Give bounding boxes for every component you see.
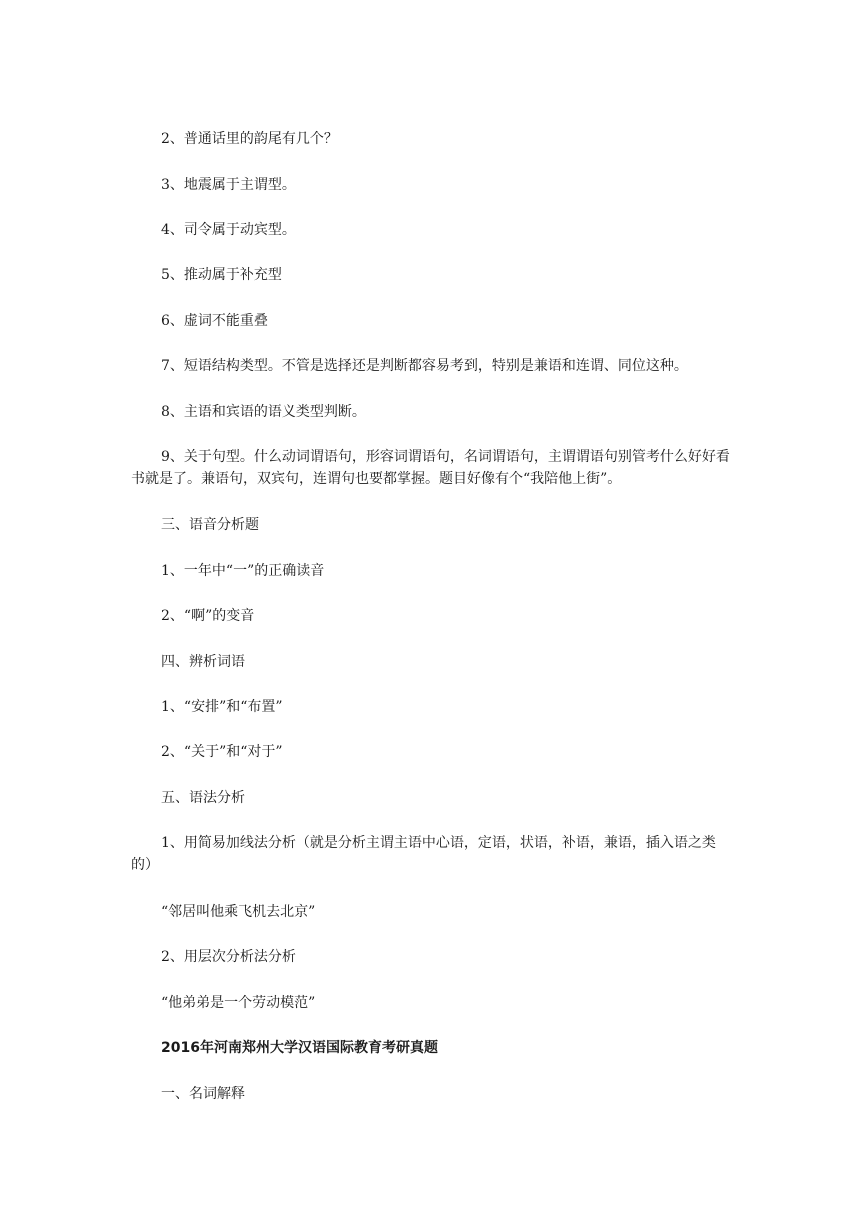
paragraph-3: 4、司令属于动宾型。 (161, 222, 296, 238)
paragraph-4: 5、推动属于补充型 (161, 267, 282, 283)
paragraph-13: 1、用简易加线法分析（就是分析主谓主语中心语，定语，状语，补语，兼语，插入语之类的） (131, 835, 716, 873)
exam-title-heading: 2016年河南郑州大学汉语国际教育考研真题 (161, 1040, 438, 1056)
paragraph-16: “他弟弟是一个劳动模范” (161, 995, 316, 1011)
paragraph-8: 9、关于句型。什么动词谓语句，形容词谓语句，名词谓语句，主谓谓语句别管考什么好好看书就是了。兼语句，双宾句，连谓句也要都掌握。题目好像有个“我陪他上街”。 (131, 449, 730, 487)
section-heading-5: 五、语法分析 (161, 790, 245, 806)
paragraph-5: 6、虚词不能重叠 (161, 313, 268, 329)
paragraph-10: 2、“啊”的变音 (161, 608, 255, 624)
section-heading-3: 三、语音分析题 (161, 517, 259, 533)
paragraph-2: 3、地震属于主谓型。 (161, 177, 296, 193)
paragraph-1: 2、普通话里的韵尾有几个？ (161, 131, 338, 147)
section-heading-1: 一、名词解释 (161, 1086, 245, 1102)
paragraph-6: 7、短语结构类型。不管是选择还是判断都容易考到，特别是兼语和连谓、同位这种。 (161, 358, 688, 374)
paragraph-12: 2、“关于”和“对于” (161, 744, 283, 760)
paragraph-11: 1、“安排”和“布置” (161, 699, 283, 715)
paragraph-15: 2、用层次分析法分析 (161, 949, 296, 965)
paragraph-7: 8、主语和宾语的语义类型判断。 (161, 404, 366, 420)
paragraph-14: “邻居叫他乘飞机去北京” (161, 904, 316, 920)
paragraph-9: 1、一年中“一”的正确读音 (161, 563, 325, 579)
section-heading-4: 四、辨析词语 (161, 654, 245, 670)
